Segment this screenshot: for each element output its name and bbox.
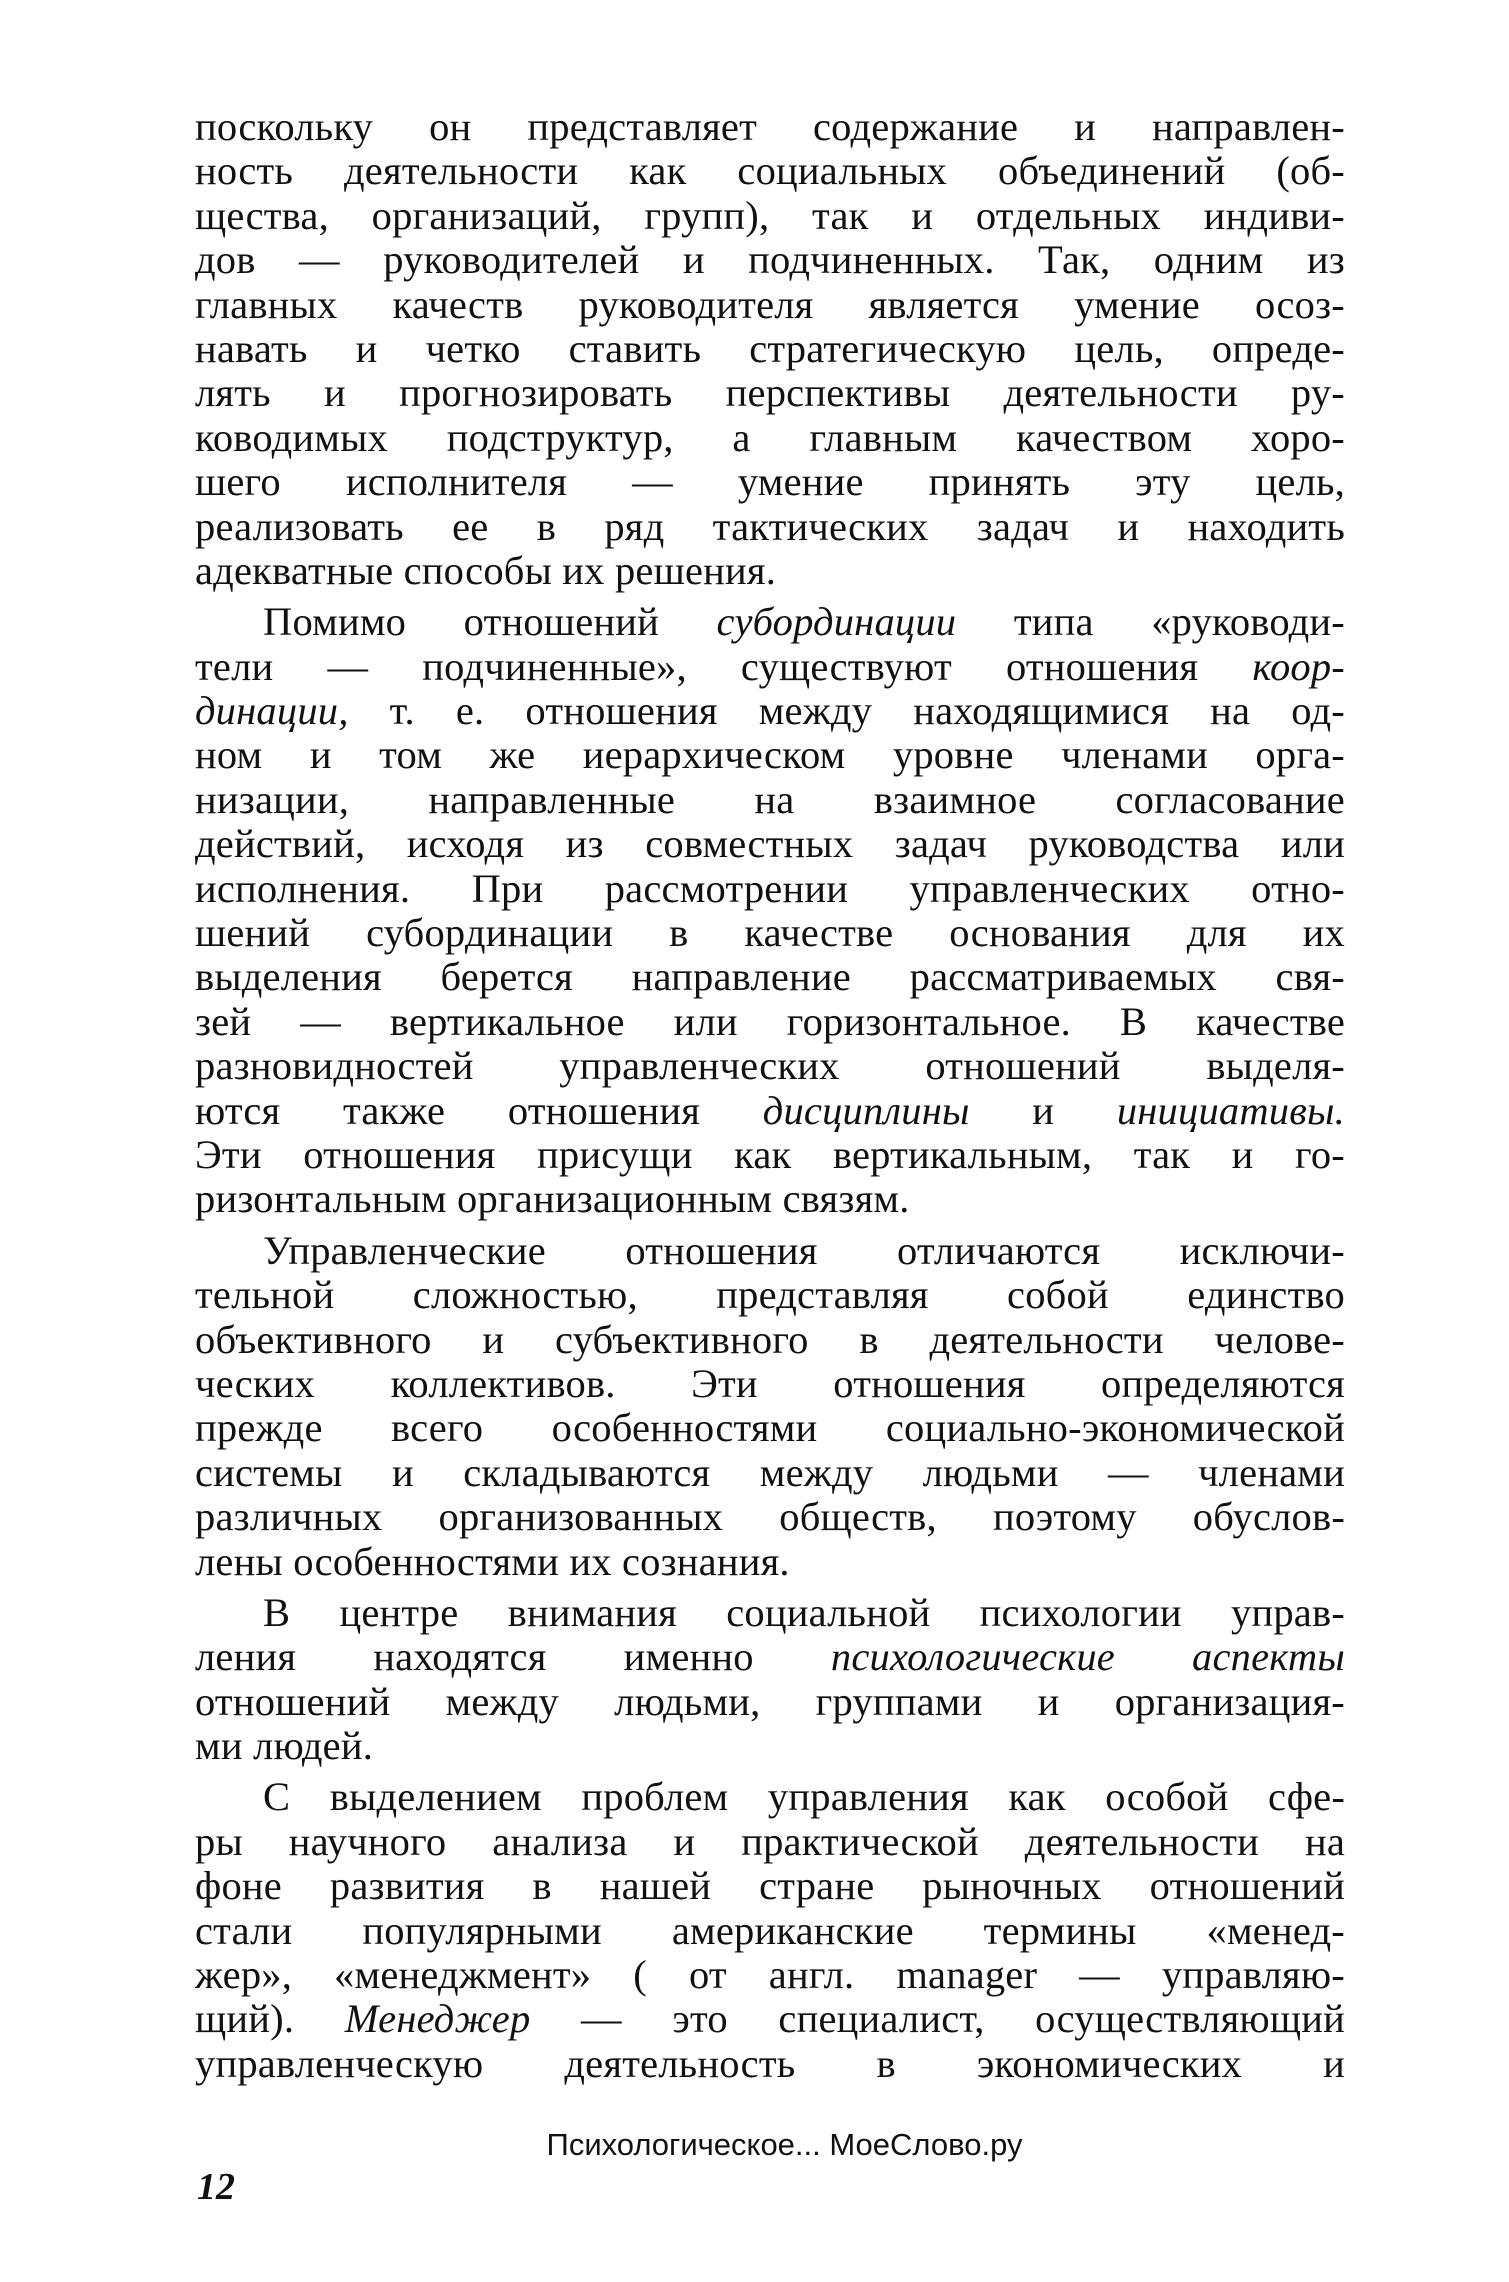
text-line — [195, 645, 1345, 689]
text-line — [195, 1044, 1345, 1088]
text-line — [195, 1775, 1345, 1819]
text-line — [195, 371, 1345, 415]
text-line — [195, 911, 1345, 955]
text-line — [195, 505, 1345, 549]
text-line — [195, 1680, 1345, 1724]
text-line — [195, 1451, 1345, 1495]
italic-term: Менеджер — [344, 1996, 531, 2042]
text-run: стали популярными американские термины «менед- — [195, 1907, 1345, 1953]
text-line — [195, 1591, 1345, 1635]
text-line — [195, 1406, 1345, 1450]
paragraph — [195, 1229, 1345, 1584]
text-line — [195, 1540, 1345, 1584]
italic-term: коор- — [1252, 643, 1345, 689]
text-run: щества, организаций, групп), так и отдельных индиви- — [195, 192, 1345, 238]
text-line — [195, 194, 1345, 238]
text-line — [195, 2042, 1345, 2086]
text-line — [195, 1635, 1345, 1679]
text-run: лены особенностями их сознания. — [195, 1538, 790, 1584]
paragraph — [195, 600, 1345, 1221]
text-run: тельной сложностью, представляя собой единство — [195, 1272, 1345, 1318]
text-line — [195, 416, 1345, 460]
text-line — [195, 1997, 1345, 2041]
italic-term: психологические аспекты — [830, 1634, 1345, 1680]
text-run: ководимых подструктур, а главным качеством хоро- — [195, 414, 1345, 460]
text-run: т. е. отношения между находящимися на од- — [348, 688, 1345, 734]
paragraph — [195, 105, 1345, 593]
text-line — [195, 733, 1345, 777]
text-run: различных организованных обществ, поэтому обуслов- — [195, 1494, 1345, 1540]
text-run: щий). — [195, 1996, 345, 2042]
text-run: прежде всего особенностями социально-экономической — [195, 1405, 1345, 1451]
text-run: фоне развития в нашей стране рыночных отношений — [195, 1863, 1345, 1909]
text-run: жер», «менеджмент» ( от англ. manager — управляю- — [195, 1952, 1345, 1998]
page-number: 12 — [197, 2166, 235, 2208]
text-line — [195, 1000, 1345, 1044]
text-line — [195, 1909, 1345, 1953]
text-run: Помимо отношений — [263, 599, 717, 645]
text-run: типа «руководи- — [956, 599, 1345, 645]
text-run: ми людей. — [195, 1723, 374, 1769]
text-run: лять и прогнозировать перспективы деятельности ру- — [195, 370, 1345, 416]
text-run: действий, исходя из совместных задач руководства или — [195, 821, 1345, 867]
watermark: Психологическое... МоеСлово.ру — [546, 2127, 1023, 2162]
text-line — [195, 1229, 1345, 1273]
text-run: ры научного анализа и практической деятельности на — [195, 1818, 1345, 1864]
text-run: ления находятся именно — [195, 1634, 831, 1680]
text-run: Управленческие отношения отличаются исключи- — [263, 1227, 1345, 1273]
paragraph — [195, 1591, 1345, 1769]
text-line — [195, 238, 1345, 282]
text-run: шений субординации в качестве основания для их — [195, 910, 1345, 956]
text-run: выделения берется направление рассматриваемых свя- — [195, 954, 1345, 1000]
text-run: системы и складываются между людьми — членами — [195, 1449, 1345, 1495]
text-run: ном и том же иерархическом уровне членами орга- — [195, 732, 1345, 778]
text-line — [195, 1820, 1345, 1864]
text-line — [195, 283, 1345, 327]
text-run: поскольку он представляет содержание и направлен- — [195, 104, 1345, 149]
text-run: — это специалист, осуществляющий — [530, 1996, 1345, 2042]
text-run: ческих коллективов. Эти отношения определяются — [195, 1360, 1345, 1406]
text-line — [195, 1864, 1345, 1908]
text-run: и — [969, 1087, 1117, 1133]
text-line — [195, 1273, 1345, 1317]
italic-term: субординации — [716, 599, 957, 645]
text-run: управленческую деятельность в экономических и — [195, 2040, 1345, 2086]
text-run: адекватные способы их решения. — [195, 547, 777, 593]
text-run: отношений между людьми, группами и организация- — [195, 1678, 1345, 1724]
text-line — [195, 1318, 1345, 1362]
text-run: ность деятельности как социальных объединений (об- — [195, 148, 1345, 194]
text-run: разновидностей управленческих отношений выделя- — [195, 1043, 1345, 1089]
text-line — [195, 327, 1345, 371]
text-line — [195, 105, 1345, 149]
text-line — [195, 149, 1345, 193]
text-run: исполнения. При рассмотрении управленческих отно- — [195, 865, 1345, 911]
text-line — [195, 867, 1345, 911]
page-text — [195, 105, 1345, 2086]
text-run: ризонтальным организационным связям. — [195, 1176, 910, 1222]
text-run: тели — подчиненные», существуют отношения — [195, 643, 1253, 689]
text-line — [195, 1953, 1345, 1997]
text-line — [195, 822, 1345, 866]
text-line — [195, 1089, 1345, 1133]
text-run: ются также отношения — [195, 1087, 763, 1133]
text-line — [195, 778, 1345, 822]
text-run: главных качеств руководителя является умение осоз- — [195, 281, 1345, 327]
italic-term: динации, — [195, 688, 349, 734]
text-line — [195, 460, 1345, 504]
text-run: Эти отношения присущи как вертикальным, так и го- — [195, 1131, 1345, 1177]
text-run: зей — вертикальное или горизонтальное. В качестве — [195, 998, 1345, 1044]
italic-term: дисциплины — [762, 1087, 970, 1133]
text-run: С выделением проблем управления как особой сфе- — [263, 1774, 1345, 1820]
text-line — [195, 1724, 1345, 1768]
text-run: шего исполнителя — умение принять эту цель, — [195, 459, 1345, 505]
text-run: В центре внимания социальной психологии управ- — [263, 1589, 1345, 1635]
text-line — [195, 1133, 1345, 1177]
text-run: низации, направленные на взаимное согласование — [195, 776, 1345, 822]
text-run: дов — руководителей и подчиненных. Так, одним из — [195, 237, 1345, 283]
text-line — [195, 1177, 1345, 1221]
text-run: реализовать ее в ряд тактических задач и находить — [195, 503, 1345, 549]
text-run: навать и четко ставить стратегическую цель, опреде- — [195, 325, 1345, 371]
text-line — [195, 1362, 1345, 1406]
text-line — [195, 689, 1345, 733]
italic-term: инициативы. — [1116, 1087, 1345, 1133]
paragraph — [195, 1775, 1345, 2086]
text-line — [195, 600, 1345, 644]
text-run: объективного и субъективного в деятельности челове- — [195, 1316, 1345, 1362]
text-line — [195, 1495, 1345, 1539]
text-line — [195, 549, 1345, 593]
text-line — [195, 955, 1345, 999]
